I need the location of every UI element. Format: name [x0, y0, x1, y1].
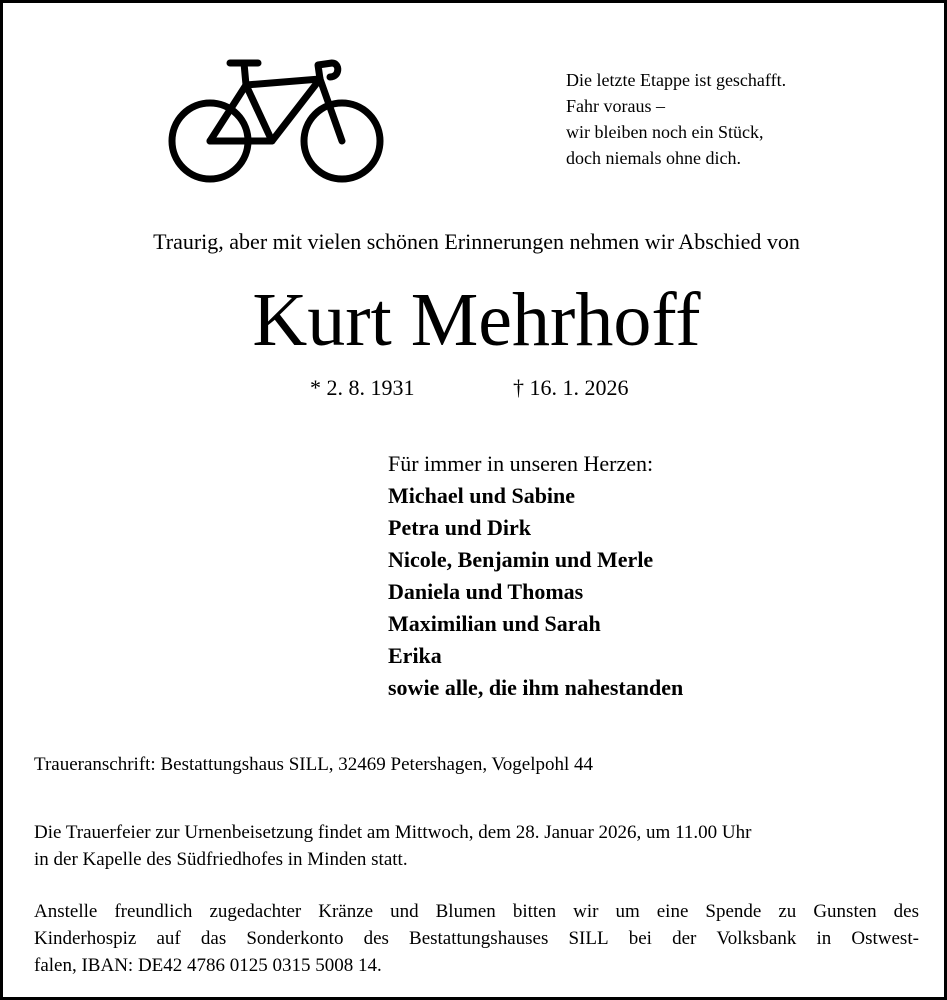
ceremony-line: in der Kapelle des Südfriedhofes in Minden statt.	[34, 849, 408, 870]
donation-word: um	[615, 901, 640, 922]
donation-word: freundlich	[114, 901, 193, 922]
donation-line	[34, 925, 919, 952]
donation-word: Gunsten	[813, 901, 877, 922]
donation-word: Ostwest-	[851, 928, 919, 949]
mourner-name: Nicole, Benjamin und Merle	[388, 547, 654, 572]
poem-line: Die letzte Etappe ist geschafft.	[566, 70, 787, 90]
donation-word: Volksbank	[716, 928, 797, 949]
bicycle-icon	[168, 55, 386, 187]
poem-line: doch niemals ohne dich.	[566, 148, 741, 168]
donation-word: in	[816, 928, 832, 949]
donation-word: Kränze	[318, 901, 374, 922]
donation-word: der	[672, 928, 697, 949]
mourner-name: Maximilian und Sarah	[388, 611, 601, 636]
poem-line: wir bleiben noch ein Stück,	[566, 122, 764, 142]
donation-info	[34, 898, 919, 979]
donation-word: Anstelle	[34, 901, 98, 922]
donation-word: Bestattungshauses	[409, 928, 549, 949]
donation-word: zu	[778, 901, 797, 922]
donation-word: zugedachter	[209, 901, 302, 922]
mourner-name: Michael und Sabine	[388, 483, 576, 508]
donation-word: Blumen	[435, 901, 496, 922]
poem-line: Fahr voraus –	[566, 96, 665, 116]
donation-word: wir	[573, 901, 599, 922]
birth-date: * 2. 8. 1931	[310, 375, 415, 400]
donation-word: SILL	[568, 928, 609, 949]
mourner-name: sowie alle, die ihm nahestanden	[388, 675, 684, 700]
donation-word: Sonderkonto	[246, 928, 344, 949]
mourners-heading: Für immer in unseren Herzen:	[388, 451, 654, 476]
ceremony-info	[34, 819, 751, 873]
donation-word: und	[390, 901, 419, 922]
mourner-name: Petra und Dirk	[388, 515, 531, 540]
donation-word: Kinderhospiz	[34, 928, 137, 949]
donation-word: bitten	[512, 901, 557, 922]
donation-word: des	[363, 928, 389, 949]
death-date: † 16. 1. 2026	[513, 375, 629, 400]
donation-line	[34, 898, 919, 925]
deceased-name: Kurt Mehrhoff	[252, 278, 701, 362]
mourner-name: Erika	[388, 643, 442, 668]
poem	[566, 67, 786, 171]
donation-word: eine	[656, 901, 689, 922]
donation-line: falen, IBAN: DE42 4786 0125 0315 5008 14.	[34, 955, 382, 976]
donation-word: des	[893, 901, 919, 922]
donation-word: bei	[628, 928, 652, 949]
mourning-address: Traueranschrift: Bestattungshaus SILL, 32469 Petershagen, Vogelpohl 44	[34, 754, 594, 775]
ceremony-line: Die Trauerfeier zur Urnenbeisetzung findet am Mittwoch, dem 28. Januar 2026, um 11.00 Uhr	[34, 822, 752, 843]
mourner-name: Daniela und Thomas	[388, 579, 584, 604]
donation-word: auf	[156, 928, 181, 949]
donation-word: Spende	[705, 901, 762, 922]
mourners-list	[388, 448, 683, 704]
donation-word: das	[200, 928, 227, 949]
intro-text: Traurig, aber mit vielen schönen Erinnerungen nehmen wir Abschied von	[153, 229, 800, 254]
